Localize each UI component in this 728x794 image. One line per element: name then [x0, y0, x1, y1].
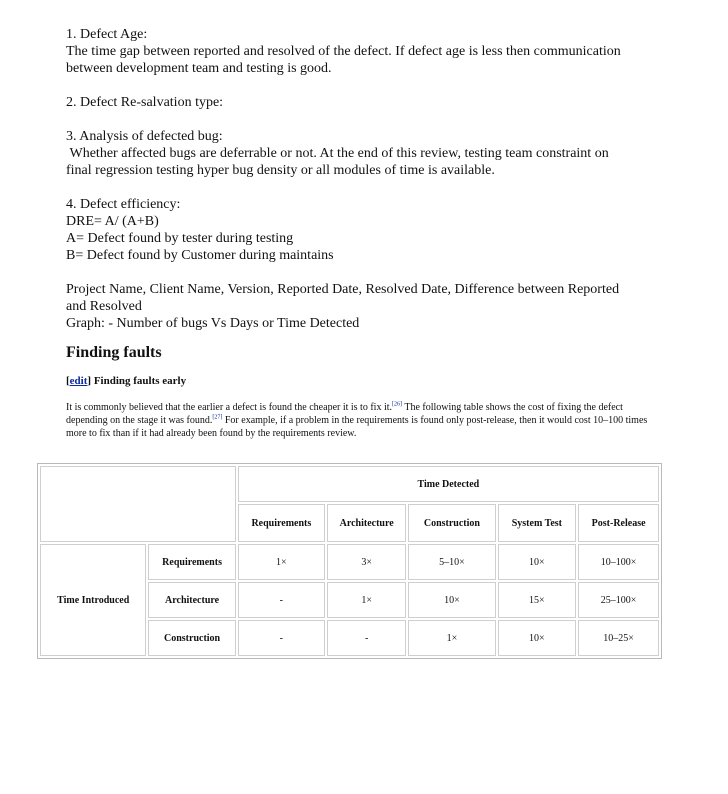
table-cell: 10×	[498, 620, 577, 656]
table-cell: 10–25×	[578, 620, 659, 656]
item-3-line-2: final regression testing hyper bug density or all modules of time is available.	[66, 163, 495, 178]
body-paragraph	[66, 401, 666, 440]
item-2-heading: 2. Defect Re-salvation type:	[66, 95, 224, 110]
paragraph-part-3: For example, if a problem in the requirements is found only post-release, then it would cost 10–100 times more to fix than if it had already been found by the requirements review.	[66, 415, 648, 439]
row-header-architecture: Architecture	[148, 582, 235, 618]
corner-cell	[40, 466, 236, 542]
section-title: Finding faults	[66, 344, 162, 361]
table-cell: 25–100×	[578, 582, 659, 618]
item-4-heading: 4. Defect efficiency:	[66, 197, 181, 212]
table-cell: 10×	[408, 582, 495, 618]
paragraph-part-1: It is commonly believed that the earlier a defect is found the cheaper it is to fix it.	[66, 402, 393, 413]
subsection-title: Finding faults early	[91, 375, 187, 387]
col-header-requirements: Requirements	[238, 504, 325, 542]
edit-bracket-open: [	[66, 375, 70, 387]
table-cell: 1×	[327, 582, 406, 618]
item-4-line-2: A= Defect found by tester during testing	[66, 231, 294, 246]
time-detected-header: Time Detected	[238, 466, 659, 502]
item-4-line-3: B= Defect found by Customer during maintains	[66, 248, 334, 263]
table-cell: 10×	[498, 544, 577, 580]
item-3-line-1: Whether affected bugs are deferrable or not. At the end of this review, testing team constraint on	[66, 146, 609, 161]
table-cell: 5–10×	[408, 544, 495, 580]
reference-27[interactable]: [27]	[212, 414, 223, 421]
table-cell: 3×	[327, 544, 406, 580]
item-3-heading: 3. Analysis of defected bug:	[66, 129, 223, 144]
col-header-post-release: Post-Release	[578, 504, 659, 542]
time-introduced-header: Time Introduced	[40, 544, 146, 656]
col-header-architecture: Architecture	[327, 504, 406, 542]
table-cell: -	[327, 620, 406, 656]
item-1-line-1: The time gap between reported and resolved of the defect. If defect age is less then communication	[66, 44, 621, 59]
table-cell: 10–100×	[578, 544, 659, 580]
graph-line: Graph: - Number of bugs Vs Days or Time Detected	[66, 316, 360, 331]
table-cell: 15×	[498, 582, 577, 618]
table-cell: 1×	[408, 620, 495, 656]
table-cell: -	[238, 582, 325, 618]
item-4-line-1: DRE= A/ (A+B)	[66, 214, 159, 229]
project-fields-line-2: and Resolved	[66, 299, 142, 314]
subsection-heading	[66, 374, 186, 388]
project-fields-line-1: Project Name, Client Name, Version, Reported Date, Resolved Date, Difference between Reported	[66, 282, 620, 297]
table-cell: 1×	[238, 544, 325, 580]
row-header-construction: Construction	[148, 620, 235, 656]
paragraph-part-2: The following table shows the cost of fixing the defect depending on the stage it was found.	[66, 402, 623, 426]
edit-bracket-close: ]	[87, 375, 92, 387]
row-header-requirements: Requirements	[148, 544, 235, 580]
item-1-heading: 1. Defect Age:	[66, 27, 148, 42]
edit-link[interactable]: edit	[69, 375, 88, 387]
col-header-construction: Construction	[408, 504, 495, 542]
col-header-system-test: System Test	[498, 504, 577, 542]
table-cell: -	[238, 620, 325, 656]
document-body	[66, 26, 666, 332]
reference-26[interactable]: [26]	[392, 401, 403, 408]
item-1-line-2: between development team and testing is good.	[66, 61, 332, 76]
cost-table	[37, 463, 662, 659]
